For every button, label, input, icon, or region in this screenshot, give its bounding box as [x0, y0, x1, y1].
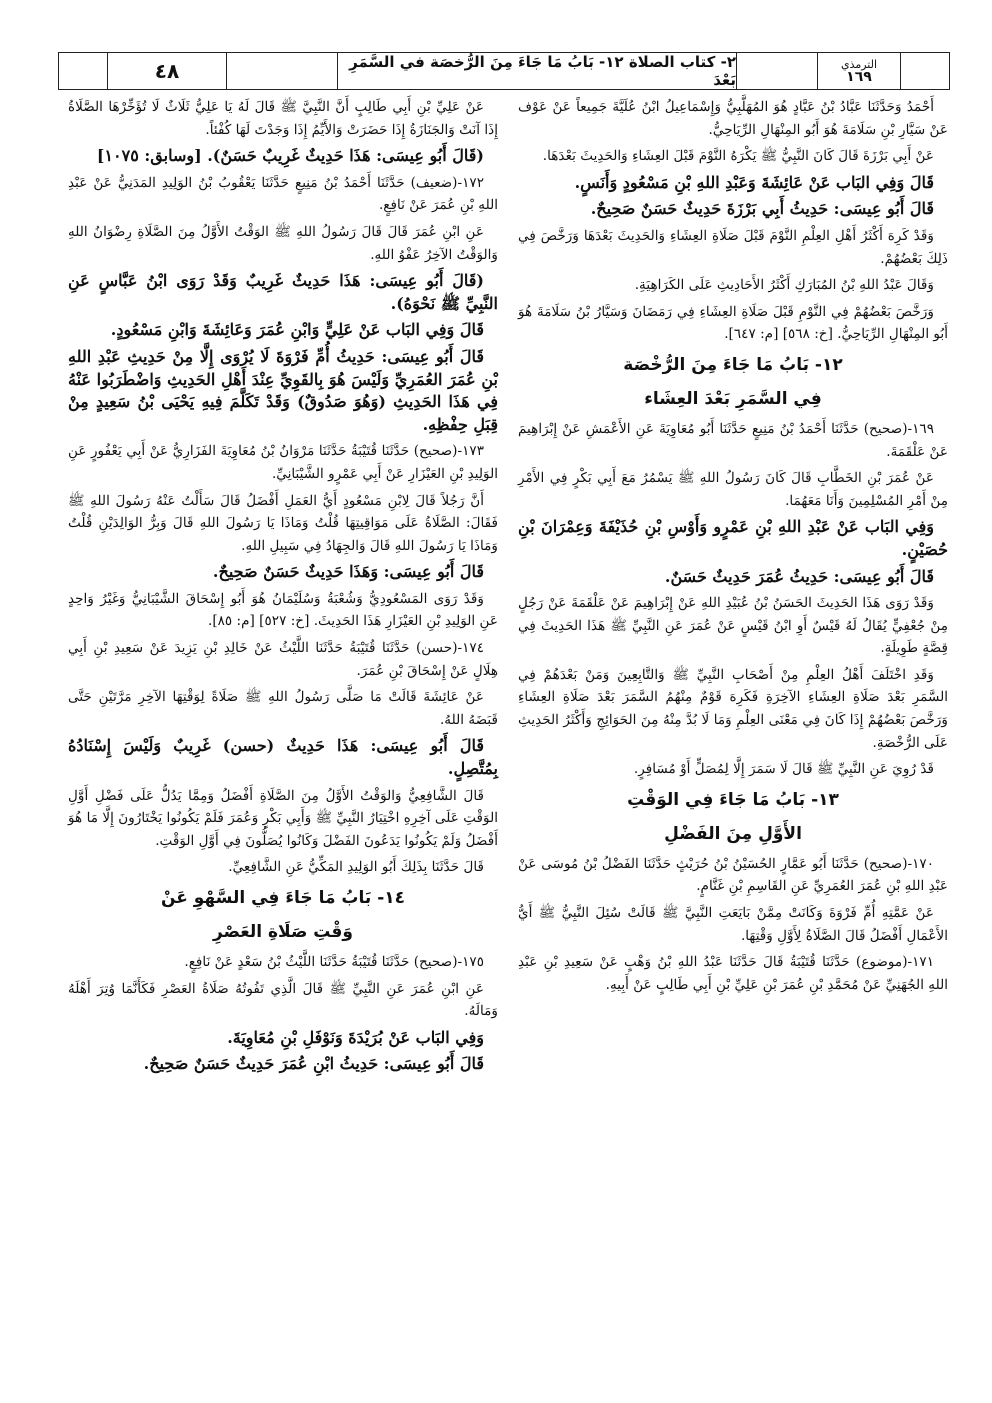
hadith-paragraph: ١٧٠-(صحيح) حَدَّثَنَا أَبُو عَمَّارٍ الحُسَيْنُ بْنُ حُرَيْثٍ حَدَّثَنَا الفَضْلُ بْنُ مُوسَى عَنْ عَبْدِ اللهِ بْنِ عُمَرَ العُمَرِيِّ عَنِ القَاسِمِ بْنِ غَنَّامٍ. [518, 855, 948, 895]
header-cell-blank [59, 53, 107, 89]
chapter-heading: ١٢- بَابُ مَا جَاءَ مِنَ الرُّخْصَة [623, 354, 843, 375]
commentary-line: قَالَ وَفِي البَاب عَنْ عَائِشَةَ وَعَبْدِ اللهِ بْنِ مَسْعُودٍ وَأَنَسٍ. [574, 172, 934, 192]
hadith-paragraph: وَرَخَّصَ بَعْضُهُمْ فِي النَّوْمِ قَبْلَ صَلَاةِ العِشَاءِ فِي رَمَضَانَ وَسَيَّارُ بْنُ سَلَامَةَ هُوَ أَبُو المِنْهَالِ الرِّيَاحِيُّ. [خ: ٥٦٨] [م: ٦٤٧]. [518, 303, 948, 343]
hadith-paragraph: قَالَ حَدَّثَنَا بِذَلِكَ أَبُو الوَلِيدِ المَكِّيُّ عَنِ الشَّافِعِيِّ. [228, 859, 484, 876]
book-name: الترمذي [840, 58, 878, 71]
hadith-paragraph: قَالَ الشَّافِعِيُّ وَالوَقْتُ الأَوَّلُ مِنَ الصَّلَاةِ أَفْضَلُ وَمِمَّا يَدُلُّ عَلَى فَضْلِ أَوَّلِ الوَقْتِ عَلَى آخِرِهِ اخْتِيَارُ النَّبِيِّ ﷺ وَأَبِي بَكْرٍ وَعُمَرَ فَلَمْ يَكُونُوا يَخْتَارُونَ إِلَّا مَا هُوَ أَفْضَلُ وَلَمْ يَكُونُوا يَدَعُونَ الفَضْلَ وَكَانُوا يُصَلُّونَ فِي أَوَّلِ الوَقْتِ. [68, 787, 498, 849]
running-header [58, 52, 950, 90]
hadith-paragraph: وَقَدْ رَوَى المَسْعُودِيُّ وَشُعْبَةُ وَسُلَيْمَانُ هُوَ أَبُو إِسْحَاقَ الشَّيْبَانِيُّ وَغَيْرُ وَاحِدٍ عَنِ الوَلِيدِ بْنِ العَيْزَارِ هَذَا الحَدِيثَ. [خ: ٥٢٧] [م: ٨٥]. [68, 590, 498, 630]
commentary-line: قَالَ أَبُو عِيسَى: حَدِيثُ ابْنِ عُمَرَ حَدِيثٌ حَسَنٌ صَحِيحٌ. [143, 1054, 484, 1074]
hadith-paragraph: وَقَالَ عَبْدُ اللهِ بْنُ المُبَارَكِ أَكْثَرُ الأَحَادِيثِ عَلَى الكَرَاهِيَةِ. [634, 277, 934, 294]
left-text-column [68, 96, 498, 1080]
commentary-line: وَفِي البَاب عَنْ بُرَيْدَةَ وَنَوْفَلِ بْنِ مُعَاوِيَةَ. [227, 1027, 484, 1047]
commentary-line: قَالَ أَبُو عِيسَى: هَذَا حَدِيثٌ (حسن) غَرِيبٌ وَلَيْسَ إِسْنَادُهُ بِمُتَّصِلٍ. [68, 736, 498, 779]
chapter-heading: ١٣- بَابُ مَا جَاءَ فِي الوَقْتِ [627, 789, 839, 810]
book-label [817, 53, 900, 89]
hadith-paragraph: ١٧٤-(حسن) حَدَّثَنَا قُتَيْبَةُ حَدَّثَنَا اللَّيْثُ عَنْ خَالِدِ بْنِ يَزِيدَ عَنْ سَعِيدِ بْنِ أَبِي هِلَالٍ عَنْ إِسْحَاقَ بْنِ عُمَرَ. [68, 640, 498, 679]
hadith-paragraph: ١٧٢-(ضعيف) حَدَّثَنَا أَحْمَدُ بْنُ مَنِيعٍ حَدَّثَنَا يَعْقُوبُ بْنُ الوَلِيدِ المَدَنِيُّ عَنْ عَبْدِ اللهِ بْنِ عُمَرَ عَنْ نَافِعٍ. [68, 174, 498, 214]
chapter-heading: وَقْتِ صَلَاةِ العَصْرِ [212, 922, 354, 942]
hadith-paragraph: عَنْ عَمَّتِهِ أُمِّ فَرْوَةَ وَكَانَتْ مِمَّنْ بَايَعَتِ النَّبِيَّ ﷺ قَالَتْ سُئِلَ النَّبِيُّ ﷺ أَيُّ الأَعْمَالِ أَفْضَلُ قَالَ الصَّلَاةُ لِأَوَّلِ وَقْتِهَا. [518, 905, 948, 944]
chapter-title: ٢- كتاب الصلاة ١٢- بَابُ مَا جَاءَ مِنَ الرُّخصَة في السَّمَرِ بَعْدَ [337, 53, 736, 89]
commentary-line: (قَالَ أَبُو عِيسَى: هَذَا حَدِيثٌ غَرِيبٌ حَسَنٌ). [وسابق: ١٠٧٥] [96, 146, 484, 166]
hadith-paragraph: ١٦٩-(صحيح) حَدَّثَنَا أَحْمَدُ بْنُ مَنِيعٍ حَدَّثَنَا أَبُو مُعَاوِيَةَ عَنِ الأَعْمَشِ عَنْ إِبْرَاهِيمَ عَنْ عَلْقَمَةَ. [518, 420, 948, 460]
commentary-line: وَفِي البَاب عَنْ عَبْدِ اللهِ بْنِ عَمْرٍو وَأَوْسِ بْنِ حُذَيْفَةَ وَعِمْرَانَ بْنِ حُصَيْنٍ. [518, 517, 948, 559]
hadith-paragraph: قَدْ رُوِيَ عَنِ النَّبِيِّ ﷺ قَالَ لَا سَمَرَ إِلَّا لِمُصَلٍّ أَوْ مُسَافِرٍ. [633, 761, 934, 778]
hadith-paragraph: عَنْ عَلِيِّ بْنِ أَبِي طَالِبٍ أَنَّ النَّبِيَّ ﷺ قَالَ لَهُ يَا عَلِيُّ ثَلَاثٌ لَا تُؤَخِّرْهَا الصَّلَاةُ إِذَا آنَتْ وَالجَنَازَةُ إِذَا حَضَرَتْ وَالأَيِّمُ إِذَا وَجَدْتَ لَهَا كُفْئاً. [68, 99, 498, 138]
hadith-paragraph: عَنِ ابْنِ عُمَرَ عَنِ النَّبِيِّ ﷺ قَالَ الَّذِي تَفُوتُهُ صَلَاةُ العَصْرِ فَكَأَنَّمَا وُتِرَ أَهْلَهُ وَمَالَهُ. [68, 980, 498, 1020]
commentary-line: قَالَ أَبُو عِيسَى: حَدِيثُ أُمِّ فَرْوَةَ لَا يُرْوَى إِلَّا مِنْ حَدِيثِ عَبْدِ اللهِ بْنِ عُمَرَ العُمَرِيِّ وَلَيْسَ هُوَ بِالقَوِيِّ عِنْدَ أَهْلِ الحَدِيثِ وَاضْطَرَبُوا عَنْهُ فِي هَذَا الحَدِيثِ (وَهُوَ صَدُوقٌ) وَقَدْ تَكَلَّمَ فِيهِ يَحْيَى بْنُ سَعِيدٍ مِنْ قِبَلِ حِفْظِهِ. [68, 346, 499, 434]
chapter-heading: الأَوَّلِ مِنَ الفَضْلِ [664, 823, 802, 844]
commentary-line: قَالَ وَفِي البَاب عَنْ عَلِيٍّ وَابْنِ عُمَرَ وَعَائِشَةَ وَابْنِ مَسْعُودٍ. [110, 320, 484, 340]
page-number: ٤٨ [107, 53, 226, 89]
commentary-line: قَالَ أَبُو عِيسَى: حَدِيثُ عُمَرَ حَدِيثٌ حَسَنٌ. [664, 566, 934, 586]
hadith-paragraph: عَنْ عَائِشَةَ قَالَتْ مَا صَلَّى رَسُولُ اللهِ ﷺ صَلَاةً لِوَقْتِهَا الآخِرِ مَرَّتَيْنِ حَتَّى قَبَضَهُ اللهُ. [68, 689, 498, 728]
commentary-line: قَالَ أَبُو عِيسَى: حَدِيثُ أَبِي بَرْزَةَ حَدِيثٌ حَسَنٌ صَحِيحٌ. [590, 199, 934, 219]
header-cell-blank [736, 53, 817, 89]
book-number: ١٦٩ [846, 69, 872, 85]
hadith-paragraph: عَنْ عُمَرَ بْنِ الخَطَّابِ قَالَ كَانَ رَسُولُ اللهِ ﷺ يَسْمُرُ مَعَ أَبِي بَكْرٍ فِي الأَمْرِ مِنْ أَمْرِ المُسْلِمِينَ وَأَنَا مَعَهُمَا. [518, 470, 948, 509]
hadith-paragraph: ١٧١-(موضوع) حَدَّثَنَا قُتَيْبَةُ قَالَ حَدَّثَنَا عَبْدُ اللهِ بْنُ وَهْبٍ عَنْ سَعِيدِ بْنِ عَبْدِ اللهِ الجُهَنِيِّ عَنْ مُحَمَّدِ بْنِ عُمَرَ بْنِ عَلِيِّ بْنِ أَبِي طَالِبٍ عَنْ أَبِيهِ. [518, 954, 948, 993]
chapter-heading: فِي السَّمَرِ بَعْدَ العِشَاء [644, 388, 822, 409]
hadith-paragraph: ١٧٣-(صحيح) حَدَّثَنَا قُتَيْبَةُ حَدَّثَنَا مَرْوَانُ بْنُ مُعَاوِيَةَ الفَزَارِيُّ عَنْ أَبِي يَعْفُورٍ عَنِ الوَلِيدِ بْنِ العَيْزَارِ عَنْ أَبِي عَمْرٍو الشَّيْبَانِيِّ. [68, 443, 498, 482]
header-cell-blank [900, 53, 949, 89]
hadith-paragraph: عَنِ ابْنِ عُمَرَ قَالَ قَالَ رَسُولُ اللهِ ﷺ الوَقْتُ الأَوَّلُ مِنَ الصَّلَاةِ رِضْوَانُ اللهِ وَالوَقْتُ الآخِرُ عَفْوُ اللهِ. [68, 223, 498, 263]
commentary-line: قَالَ أَبُو عِيسَى: وَهَذَا حَدِيثٌ حَسَنٌ صَحِيحٌ. [212, 562, 484, 582]
right-text-column [518, 96, 948, 1000]
hadith-paragraph: عَنْ أَبِي بَرْزَةَ قَالَ كَانَ النَّبِيُّ ﷺ يَكْرَهُ النَّوْمَ قَبْلَ العِشَاءِ وَالحَدِيثَ بَعْدَهَا. [542, 148, 934, 165]
hadith-paragraph: وَقَدِ اخْتَلَفَ أَهْلُ العِلْمِ مِنْ أَصْحَابِ النَّبِيِّ ﷺ وَالتَّابِعِينَ وَمَنْ بَعْدَهُمْ فِي السَّمَرِ بَعْدَ صَلَاةِ العِشَاءِ الآخِرَةِ فَكَرِهَ قَوْمٌ مِنْهُمُ السَّمَرَ بَعْدَ صَلَاةِ العِشَاءِ وَرَخَّصَ بَعْضُهُمْ إِذَا كَانَ فِي مَعْنَى العِلْمِ وَمَا لَا بُدَّ مِنْهُ مِنَ الحَوَائِجِ وَأَكْثَرُ الحَدِيثِ عَلَى الرُّخْصَةِ. [518, 666, 948, 751]
hadith-paragraph: وَقَدْ كَرِهَ أَكْثَرُ أَهْلِ العِلْمِ النَّوْمَ قَبْلَ صَلَاةِ العِشَاءِ وَالحَدِيثَ بَعْدَهَا وَرَخَّصَ فِي ذَلِكَ بَعْضُهُمْ. [518, 227, 948, 267]
hadith-paragraph: ١٧٥-(صحيح) حَدَّثَنَا قُتَيْبَةُ حَدَّثَنَا اللَّيْثُ بْنُ سَعْدٍ عَنْ نَافِعٍ. [184, 954, 484, 970]
hadith-paragraph: أَحْمَدُ وَحَدَّثَنَا عَبَّادُ بْنُ عَبَّادٍ هُوَ المُهَلَّبِيُّ وَإِسْمَاعِيلُ ابْنُ عُلَيَّةَ جَمِيعاً عَنْ عَوْف عَنْ سَيَّارِ بْنِ سَلَامَةَ هُوَ أَبُو المِنْهَالِ الرِّيَاحِيُّ. [518, 99, 948, 138]
hadith-paragraph: وَقَدْ رَوَى هَذَا الحَدِيثَ الحَسَنُ بْنُ عُبَيْدِ اللهِ عَنْ إِبْرَاهِيمَ عَنْ عَلْقَمَةَ عَنْ رَجُلٍ مِنْ جُعْفِيٍّ يُقَالُ لَهُ قَيْسٌ أَوِ ابْنُ قَيْسٍ عَنْ عُمَرَ عَنِ النَّبِيِّ ﷺ هَذَا الحَدِيثَ فِي قِصَّةٍ طَوِيلَةٍ. [518, 595, 948, 657]
header-cell-blank [226, 53, 337, 89]
hadith-paragraph: أَنَّ رَجُلاً قَالَ لِابْنِ مَسْعُودٍ أَيُّ العَمَلِ أَفْضَلُ قَالَ سَأَلْتُ عَنْهُ رَسُولَ اللهِ ﷺ فَقَالَ: الصَّلَاةُ عَلَى مَوَاقِيتِهَا قُلْتُ وَمَاذَا يَا رَسُولَ اللهِ قَالَ وَبِرُّ الوَالِدَيْنِ قُلْتُ وَمَاذَا يَا رَسُولَ اللهِ قَالَ وَالجِهَادُ فِي سَبِيلِ اللهِ. [68, 492, 498, 554]
commentary-line: (قَالَ أَبُو عِيسَى: هَذَا حَدِيثٌ غَرِيبٌ وَقَدْ رَوَى ابْنُ عَبَّاسٍ عَنِ النَّبِيِّ ﷺ نَحْوَهُ). [68, 271, 498, 313]
chapter-heading: ١٤- بَابُ مَا جَاءَ فِي السَّهْوِ عَنْ [160, 888, 406, 908]
